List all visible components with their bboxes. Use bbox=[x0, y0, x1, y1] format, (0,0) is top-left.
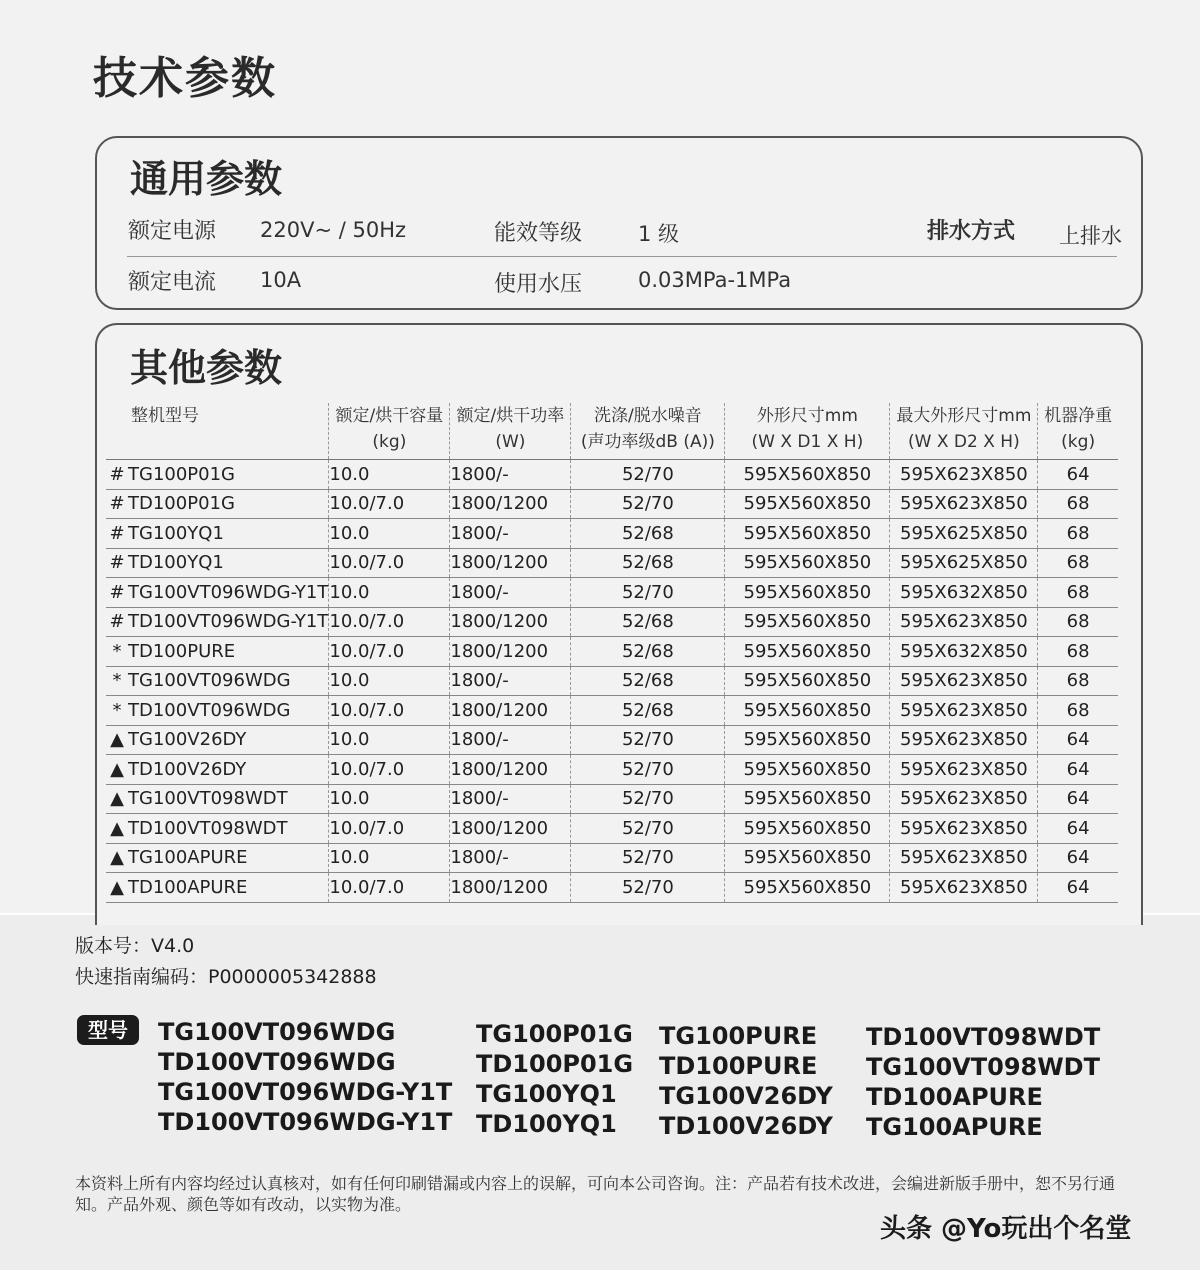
page-title: 技术参数 bbox=[93, 53, 277, 104]
size-cell: 595X560X850 bbox=[725, 460, 890, 490]
table-row bbox=[106, 578, 1118, 608]
rated-current-label: 额定电流 bbox=[128, 270, 217, 295]
guide-code: 快速指南编码：P0000005342888 bbox=[75, 966, 377, 988]
model-cell: TG100VT096WDG-Y1T bbox=[128, 578, 329, 608]
weight-cell: 68 bbox=[1038, 696, 1118, 726]
maxsize-cell: 595X632X850 bbox=[890, 637, 1038, 667]
model-cell: TD100V26DY bbox=[128, 755, 329, 785]
model-column-2 bbox=[476, 1019, 633, 1139]
maxsize-cell: 595X632X850 bbox=[890, 578, 1038, 608]
maxsize-cell: 595X623X850 bbox=[890, 814, 1038, 844]
capacity-cell: 10.0/7.0 bbox=[329, 755, 450, 785]
size-cell: 595X560X850 bbox=[725, 637, 890, 667]
size-cell: 595X560X850 bbox=[725, 814, 890, 844]
capacity-cell: 10.0 bbox=[329, 519, 450, 549]
noise-cell: 52/70 bbox=[571, 755, 725, 785]
noise-cell: 52/70 bbox=[571, 784, 725, 814]
capacity-cell: 10.0 bbox=[329, 460, 450, 490]
model-cell: TD100VT096WDG bbox=[128, 696, 329, 726]
row-mark: # bbox=[106, 460, 128, 490]
capacity-cell: 10.0/7.0 bbox=[329, 637, 450, 667]
model-cell: TG100VT098WDT bbox=[128, 784, 329, 814]
model-column-3 bbox=[659, 1021, 833, 1141]
weight-cell: 64 bbox=[1038, 460, 1118, 490]
row-mark: ▲ bbox=[106, 814, 128, 844]
row-mark: ▲ bbox=[106, 784, 128, 814]
power-cell: 1800/1200 bbox=[450, 489, 571, 519]
row-mark: ▲ bbox=[106, 873, 128, 903]
efficiency-value: 1 级 bbox=[638, 222, 680, 246]
weight-cell: 64 bbox=[1038, 843, 1118, 873]
noise-cell: 52/68 bbox=[571, 666, 725, 696]
weight-cell: 64 bbox=[1038, 725, 1118, 755]
model-name: TG100YQ1 bbox=[476, 1080, 617, 1108]
row-mark: * bbox=[106, 696, 128, 726]
weight-cell: 64 bbox=[1038, 784, 1118, 814]
general-params-card bbox=[95, 136, 1143, 310]
rated-current-value: 10A bbox=[260, 268, 302, 292]
model-column-1 bbox=[158, 1017, 452, 1137]
model-cell: TG100P01G bbox=[128, 460, 329, 490]
capacity-cell: 10.0 bbox=[329, 784, 450, 814]
maxsize-cell: 595X623X850 bbox=[890, 873, 1038, 903]
model-cell: TG100APURE bbox=[128, 843, 329, 873]
size-cell: 595X560X850 bbox=[725, 755, 890, 785]
general-params-title: 通用参数 bbox=[130, 157, 283, 201]
row-mark: # bbox=[106, 519, 128, 549]
power-cell: 1800/- bbox=[450, 519, 571, 549]
model-name: TD100VT098WDT bbox=[866, 1023, 1101, 1051]
weight-cell: 64 bbox=[1038, 814, 1118, 844]
size-cell: 595X560X850 bbox=[725, 578, 890, 608]
model-name: TD100VT096WDG bbox=[158, 1048, 396, 1076]
model-cell: TG100V26DY bbox=[128, 725, 329, 755]
table-row bbox=[106, 873, 1118, 903]
noise-cell: 52/70 bbox=[571, 460, 725, 490]
other-params-card bbox=[95, 323, 1143, 925]
size-cell: 595X560X850 bbox=[725, 873, 890, 903]
general-divider bbox=[127, 256, 1117, 257]
header-capacity: 额定/烘干容量 (kg) bbox=[329, 403, 450, 460]
size-cell: 595X560X850 bbox=[725, 725, 890, 755]
model-name: TD100V26DY bbox=[659, 1112, 833, 1140]
row-mark: * bbox=[106, 637, 128, 667]
model-name: TD100P01G bbox=[476, 1050, 634, 1078]
rated-power-label: 额定电源 bbox=[128, 219, 217, 244]
table-row bbox=[106, 637, 1118, 667]
drain-value: 上排水 bbox=[1059, 224, 1122, 248]
table-row bbox=[106, 548, 1118, 578]
row-mark: ▲ bbox=[106, 725, 128, 755]
table-row bbox=[106, 519, 1118, 549]
power-cell: 1800/1200 bbox=[450, 607, 571, 637]
row-mark: * bbox=[106, 666, 128, 696]
power-cell: 1800/- bbox=[450, 843, 571, 873]
header-model: 整机型号 bbox=[128, 403, 329, 460]
maxsize-cell: 595X625X850 bbox=[890, 519, 1038, 549]
spec-table bbox=[106, 403, 1118, 903]
size-cell: 595X560X850 bbox=[725, 666, 890, 696]
capacity-cell: 10.0 bbox=[329, 843, 450, 873]
row-mark: ▲ bbox=[106, 755, 128, 785]
water-pressure-label: 使用水压 bbox=[494, 272, 583, 297]
header-maxsize: 最大外形尺寸mm (W X D2 X H) bbox=[890, 403, 1038, 460]
power-cell: 1800/- bbox=[450, 460, 571, 490]
maxsize-cell: 595X623X850 bbox=[890, 725, 1038, 755]
maxsize-cell: 595X623X850 bbox=[890, 666, 1038, 696]
maxsize-cell: 595X623X850 bbox=[890, 843, 1038, 873]
power-cell: 1800/1200 bbox=[450, 755, 571, 785]
weight-cell: 68 bbox=[1038, 578, 1118, 608]
maxsize-cell: 595X623X850 bbox=[890, 460, 1038, 490]
maxsize-cell: 595X625X850 bbox=[890, 548, 1038, 578]
noise-cell: 52/68 bbox=[571, 607, 725, 637]
header-power: 额定/烘干功率 (W) bbox=[450, 403, 571, 460]
power-cell: 1800/1200 bbox=[450, 548, 571, 578]
noise-cell: 52/70 bbox=[571, 578, 725, 608]
noise-cell: 52/70 bbox=[571, 725, 725, 755]
power-cell: 1800/1200 bbox=[450, 637, 571, 667]
row-mark: # bbox=[106, 607, 128, 637]
size-cell: 595X560X850 bbox=[725, 784, 890, 814]
table-row bbox=[106, 784, 1118, 814]
rated-power-value: 220V~ / 50Hz bbox=[260, 218, 407, 242]
model-name: TG100VT098WDT bbox=[866, 1053, 1100, 1081]
model-name: TG100V26DY bbox=[659, 1082, 833, 1110]
weight-cell: 64 bbox=[1038, 755, 1118, 785]
weight-cell: 64 bbox=[1038, 873, 1118, 903]
table-row bbox=[106, 666, 1118, 696]
watermark: 头条 @Yo玩出个名堂 bbox=[880, 1214, 1132, 1244]
weight-cell: 68 bbox=[1038, 548, 1118, 578]
size-cell: 595X560X850 bbox=[725, 519, 890, 549]
weight-cell: 68 bbox=[1038, 607, 1118, 637]
power-cell: 1800/1200 bbox=[450, 873, 571, 903]
model-cell: TD100VT096WDG-Y1T bbox=[128, 607, 329, 637]
header-noise: 洗涤/脱水噪音 (声功率级dB (A)) bbox=[571, 403, 725, 460]
table-row bbox=[106, 843, 1118, 873]
capacity-cell: 10.0/7.0 bbox=[329, 548, 450, 578]
maxsize-cell: 595X623X850 bbox=[890, 696, 1038, 726]
noise-cell: 52/68 bbox=[571, 696, 725, 726]
size-cell: 595X560X850 bbox=[725, 489, 890, 519]
table-row bbox=[106, 607, 1118, 637]
model-cell: TD100APURE bbox=[128, 873, 329, 903]
model-cell: TD100VT098WDT bbox=[128, 814, 329, 844]
capacity-cell: 10.0 bbox=[329, 666, 450, 696]
model-name: TD100APURE bbox=[866, 1083, 1043, 1111]
noise-cell: 52/68 bbox=[571, 637, 725, 667]
header-mark bbox=[106, 403, 128, 460]
row-mark: # bbox=[106, 489, 128, 519]
model-column-4 bbox=[866, 1022, 1100, 1142]
table-row bbox=[106, 814, 1118, 844]
capacity-cell: 10.0/7.0 bbox=[329, 489, 450, 519]
power-cell: 1800/- bbox=[450, 578, 571, 608]
noise-cell: 52/70 bbox=[571, 489, 725, 519]
weight-cell: 68 bbox=[1038, 637, 1118, 667]
model-name: TG100VT096WDG bbox=[158, 1018, 396, 1046]
header-size: 外形尺寸mm (W X D1 X H) bbox=[725, 403, 890, 460]
model-cell: TD100P01G bbox=[128, 489, 329, 519]
weight-cell: 68 bbox=[1038, 666, 1118, 696]
other-params-title: 其他参数 bbox=[130, 346, 283, 390]
table-row bbox=[106, 696, 1118, 726]
capacity-cell: 10.0/7.0 bbox=[329, 696, 450, 726]
maxsize-cell: 595X623X850 bbox=[890, 489, 1038, 519]
model-cell: TG100YQ1 bbox=[128, 519, 329, 549]
disclaimer-text: 本资料上所有内容均经过认真核对，如有任何印刷错漏或内容上的误解，可向本公司咨询。注：产品若有技术改进，会编进新版手册中，恕不另行通知。产品外观、颜色等如有改动，以实物为准。 bbox=[75, 1174, 1116, 1214]
models-badge: 型号 bbox=[77, 1015, 139, 1045]
maxsize-cell: 595X623X850 bbox=[890, 784, 1038, 814]
power-cell: 1800/- bbox=[450, 666, 571, 696]
model-name: TD100VT096WDG-Y1T bbox=[158, 1108, 453, 1136]
model-name: TG100P01G bbox=[476, 1020, 633, 1048]
model-name: TG100VT096WDG-Y1T bbox=[158, 1078, 453, 1106]
water-pressure-value: 0.03MPa-1MPa bbox=[638, 268, 792, 292]
weight-cell: 68 bbox=[1038, 519, 1118, 549]
table-row bbox=[106, 489, 1118, 519]
noise-cell: 52/70 bbox=[571, 873, 725, 903]
noise-cell: 52/70 bbox=[571, 843, 725, 873]
size-cell: 595X560X850 bbox=[725, 548, 890, 578]
noise-cell: 52/68 bbox=[571, 519, 725, 549]
model-name: TD100PURE bbox=[659, 1052, 818, 1080]
header-weight: 机器净重 (kg) bbox=[1038, 403, 1118, 460]
model-cell: TG100VT096WDG bbox=[128, 666, 329, 696]
capacity-cell: 10.0 bbox=[329, 725, 450, 755]
maxsize-cell: 595X623X850 bbox=[890, 755, 1038, 785]
power-cell: 1800/1200 bbox=[450, 814, 571, 844]
model-name: TD100YQ1 bbox=[476, 1110, 617, 1138]
model-cell: TD100YQ1 bbox=[128, 548, 329, 578]
efficiency-label: 能效等级 bbox=[494, 221, 583, 246]
version-number: 版本号：V4.0 bbox=[75, 935, 195, 957]
noise-cell: 52/70 bbox=[571, 814, 725, 844]
capacity-cell: 10.0/7.0 bbox=[329, 814, 450, 844]
row-mark: # bbox=[106, 548, 128, 578]
capacity-cell: 10.0 bbox=[329, 578, 450, 608]
row-mark: # bbox=[106, 578, 128, 608]
power-cell: 1800/1200 bbox=[450, 696, 571, 726]
model-name: TG100PURE bbox=[659, 1022, 818, 1050]
weight-cell: 68 bbox=[1038, 489, 1118, 519]
power-cell: 1800/- bbox=[450, 784, 571, 814]
table-row bbox=[106, 725, 1118, 755]
capacity-cell: 10.0/7.0 bbox=[329, 607, 450, 637]
model-name: TG100APURE bbox=[866, 1113, 1043, 1141]
noise-cell: 52/68 bbox=[571, 548, 725, 578]
power-cell: 1800/- bbox=[450, 725, 571, 755]
spec-table-header bbox=[106, 403, 1118, 460]
table-row bbox=[106, 460, 1118, 490]
row-mark: ▲ bbox=[106, 843, 128, 873]
model-cell: TD100PURE bbox=[128, 637, 329, 667]
table-row bbox=[106, 755, 1118, 785]
size-cell: 595X560X850 bbox=[725, 696, 890, 726]
maxsize-cell: 595X623X850 bbox=[890, 607, 1038, 637]
size-cell: 595X560X850 bbox=[725, 607, 890, 637]
capacity-cell: 10.0/7.0 bbox=[329, 873, 450, 903]
drain-label: 排水方式 bbox=[927, 219, 1016, 244]
size-cell: 595X560X850 bbox=[725, 843, 890, 873]
